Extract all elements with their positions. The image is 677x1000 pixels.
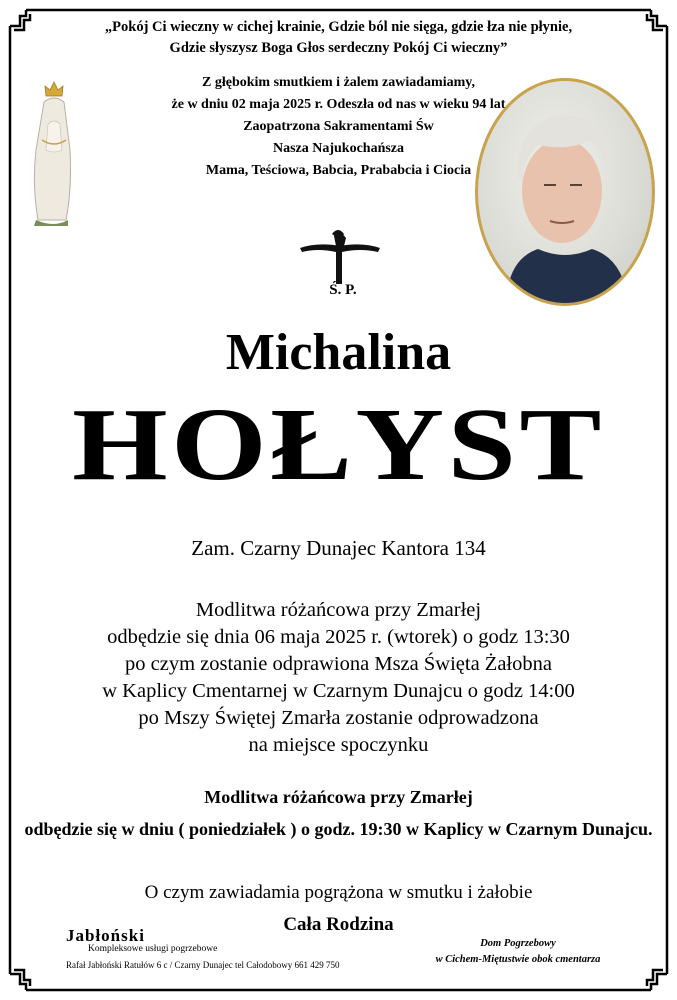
prayer-line-5: po Mszy Świętej Zmarła zostanie odprowadzona — [138, 707, 539, 729]
sp-letters: Ś. P. — [329, 282, 357, 298]
funeral-home-address: Rafał Jabłoński Ratułów 6 c / Czarny Dunajec tel Całodobowy 661 429 750 — [66, 960, 340, 970]
address: Zam. Czarny Dunajec Kantora 134 — [191, 536, 486, 560]
prayer-line-3: po czym zostanie odprawiona Msza Święta Żałobna — [125, 653, 552, 675]
funeral-home-subtitle: Kompleksowe usługi pogrzebowe — [88, 944, 218, 954]
deceased-portrait-photo — [475, 78, 655, 306]
closing-line: O czym zawiadamia pogrążona w smutku i żałobie — [144, 882, 533, 903]
prayer-line-1: Modlitwa różańcowa przy Zmarłej — [195, 599, 482, 621]
intro-line-4: Nasza Najukochańsza — [272, 141, 405, 156]
verse-line-2: Gdzie słyszysz Boga Głos serdeczny Pokój Ci wieczny” — [169, 40, 508, 56]
prayer-line-6: na miejsce spoczynku — [248, 734, 429, 756]
last-name: HOŁYST — [72, 387, 605, 502]
intro-line-3: Zaopatrzona Sakramentami Św — [243, 119, 434, 134]
prayer-line-4: w Kaplicy Cmentarnej w Czarnym Dunajcu o godz 14:00 — [102, 680, 575, 702]
dom-pogrzebowy-block — [418, 936, 618, 968]
prayer2-line-2: odbędzie się w dniu ( poniedziałek ) o godz. 19:30 w Kaplicy w Czarnym Dunajcu. — [24, 819, 653, 839]
verse-line-1: „Pokój Ci wieczny w cichej krainie, Gdzie ból nie sięga, gdzie łza nie płynie, — [104, 19, 573, 35]
first-name: Michalina — [225, 324, 452, 381]
intro-line-5: Mama, Teściowa, Babcia, Prababcia i Ciocia — [205, 163, 472, 178]
prayer-line-2: odbędzie się dnia 06 maja 2025 r. (wtorek) o godz 13:30 — [107, 626, 570, 648]
funeral-home-logo: Jabłoński — [66, 926, 145, 945]
intro-line-2: że w dniu 02 maja 2025 r. Odeszła od nas w wieku 94 lat — [171, 97, 506, 112]
prayer2-line-1: Modlitwa różańcowa przy Zmarłej — [204, 787, 473, 807]
intro-line-1: Z głębokim smutkiem i żalem zawiadamiamy, — [202, 75, 475, 90]
funeral-home-block — [66, 926, 217, 954]
family-signature: Cała Rodzina — [283, 914, 394, 935]
dom-line-2: w Cichem-Miętustwie obok cmentarza — [435, 954, 601, 965]
dom-line-1: Dom Pogrzebowy — [480, 938, 556, 949]
